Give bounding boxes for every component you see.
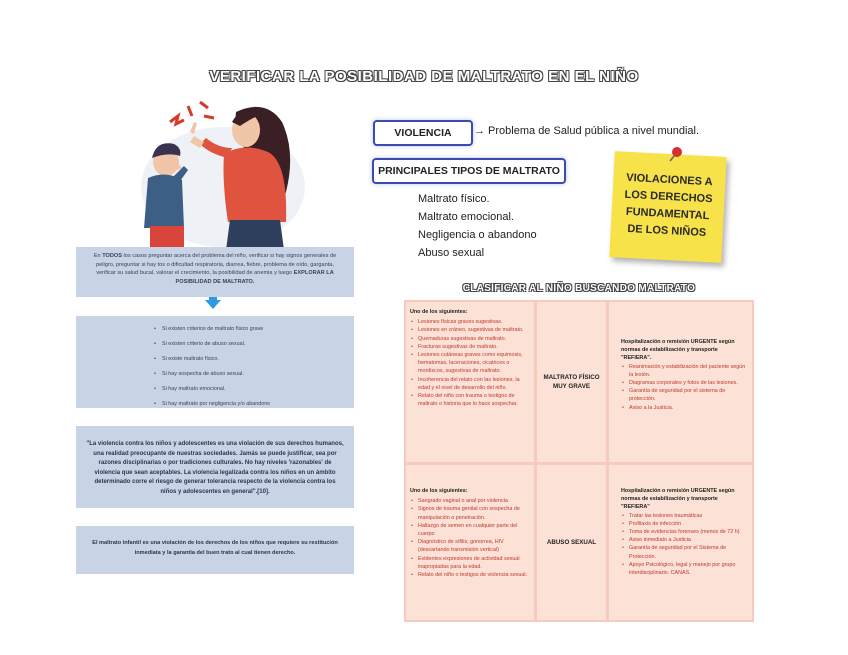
- violencia-definition: → Problema de Salud pública a nivel mundial.: [474, 125, 700, 137]
- treatment-item: • Apoyo Psicológico, legal y manejo por grupo interdisciplinario. CANAS.: [629, 561, 746, 577]
- treatment-item: • Tratar las lesiones traumáticas: [629, 512, 746, 520]
- violencia-label: VIOLENCIA: [373, 120, 473, 146]
- down-arrow-icon: [205, 300, 221, 309]
- sticky-note: [609, 151, 726, 263]
- classification-label: MALTRATO FÍSICO MUY GRAVE: [543, 374, 600, 390]
- tipos-maltrato-label: PRINCIPALES TIPOS DE MALTRATO: [372, 158, 566, 184]
- clasificar-title: CLASIFICAR AL NIÑO BUSCANDO MALTRATO: [462, 283, 696, 294]
- table-row-1-classification: [537, 302, 606, 462]
- treatment-item: • Toma de evidencias forenses (menos de 72 h): [629, 528, 746, 536]
- tipos-maltrato-list: [418, 190, 537, 262]
- sign-item: • Fracturas sugestivas de maltrato.: [418, 343, 530, 351]
- sign-item: • Lesiones en cráneo, sugestivas de maltrato.: [418, 326, 530, 334]
- sign-item: • Evidentes expresiones de actividad sexual inapropiadas para la edad.: [418, 555, 530, 571]
- page-title: VERIFICAR LA POSIBILIDAD DE MALTRATO EN EL NIÑO: [209, 68, 639, 85]
- treatment-item: • Garantía de seguridad por el Sistema de Protección.: [629, 544, 746, 560]
- sign-item: • Diagnóstico de sífilis, gonorrea, HIV (descartando transmisión vertical): [418, 538, 530, 554]
- sticky-note-line: LOS DERECHOS: [624, 188, 713, 206]
- signs-header: Uno de los siguientes:: [410, 488, 468, 494]
- criteria-panel: [76, 316, 354, 408]
- mother-scolding-child-illustration: [118, 92, 308, 250]
- maltrato-statement: El maltrato infantil es una violación de los derechos de los niños que requiere su restitución inmediata y la garantía del buen trato al cual tienen derecho.: [92, 540, 338, 556]
- table-row-2-signs: [406, 465, 534, 620]
- criteria-item: • Si existen criterio de abuso sexual.: [162, 337, 354, 352]
- table-row-2-treatment: [609, 465, 752, 620]
- table-row-2-classification: [537, 465, 606, 620]
- sign-item: • Signos de trauma genital con sospecha de manipulación o penetración.: [418, 505, 530, 521]
- criteria-item: • Si existe maltrato físico.: [162, 352, 354, 367]
- criteria-item: • Si hay maltrato por negligencia y/o abandono: [162, 397, 354, 412]
- sticky-note-text: [618, 170, 717, 243]
- treatment-item: • Garantía de seguridad por el sistema de protección.: [629, 387, 746, 403]
- treatment-item: • Aviso inmediato a Justicia: [629, 536, 746, 544]
- treatment-header: Hospitalización o remisión URGENTE según normas de estabilización y transporte "REFIERA": [621, 488, 735, 511]
- classification-table: [404, 300, 754, 622]
- criteria-item: • Si hay sospecha de abuso sexual.: [162, 367, 354, 382]
- instruction-panel: [76, 247, 354, 297]
- quote-panel: [76, 426, 354, 508]
- sign-item: • Relato del niño con trauma o testigos de maltrato o historia que lo hace sospechar.: [418, 392, 530, 408]
- sign-item: • Lesiones físicas graves sugestivas.: [418, 318, 530, 326]
- tipo-item: Maltrato emocional.: [418, 211, 514, 223]
- signs-header: Uno de los siguientes:: [410, 309, 468, 315]
- treatment-item: • Profilaxis de infección: [629, 520, 746, 528]
- table-row-1-signs: [406, 302, 534, 462]
- sticky-note-line: VIOLACIONES A: [625, 171, 713, 189]
- statement-panel: [76, 526, 354, 574]
- sign-item: • Incoherencia del relato con las lesiones, la edad y el nivel de desarrollo del niño.: [418, 376, 530, 392]
- tipo-item: Maltrato físico.: [418, 193, 490, 205]
- tipo-item: Negligencia o abandono: [418, 229, 537, 241]
- treatment-item: • Diagramas corporales y fotos de las lesiones.: [629, 379, 746, 387]
- sign-item: • Sangrado vaginal o anal por violencia: [418, 497, 530, 505]
- classification-label: ABUSO SEXUAL: [546, 539, 597, 546]
- criteria-list: [76, 316, 354, 411]
- sticky-note-line: DE LOS NIÑOS: [627, 222, 707, 240]
- sticky-note-line: FUNDAMENTAL: [625, 205, 710, 223]
- tipo-item: Abuso sexual: [418, 247, 485, 259]
- criteria-item: • Si hay maltrato emocional.: [162, 382, 354, 397]
- treatment-header: Hospitalización o remisión URGENTE según normas de estabilización y transporte "REFIERA".: [621, 339, 735, 362]
- treatment-item: • Reanimación y estabilización del paciente según la lesión.: [629, 363, 746, 379]
- sign-item: • Relato del niño o testigos de violencia sexual.: [418, 571, 530, 579]
- criteria-item: • Si existen criterios de maltrato físico grave: [162, 322, 354, 337]
- treatment-item: • Aviso a la Justicia.: [629, 404, 746, 412]
- table-row-1-treatment: [609, 302, 752, 462]
- sign-item: • Lesiones cutáneas graves como equimosis, hematomas, laceraciones, cicatrices o mordiscos, sugestivas de maltrato.: [418, 351, 530, 376]
- instruction-text: En TODOS los casos preguntar acerca del problema del niño, verificar si hay signos generales de peligro, preguntar si hay tos o dificultad respiratoria, diarrea, fiebre, problema de oído, garganta, verificar su salud bucal, valorar el crecimiento, la posibilidad de anemia y luego EXPLORAR LA POSIBILIDAD DE MALTRATO.: [93, 253, 337, 285]
- push-pin-icon: [668, 146, 684, 162]
- sign-item: • Quemaduras sugestivas de maltrato.: [418, 335, 530, 343]
- sign-item: • Hallazgo de semen en cualquier parte del cuerpo: [418, 522, 530, 538]
- violence-quote: "La violencia contra los niños y adolescentes es una violación de sus derechos humanos, una realidad preocupante de nuestras sociedades. Jamás se puede justificar, sea por razones disciplinarias o por tradiciones culturales. No hay niveles 'razonables' de violencia que sean aceptables. La violencia legalizada contra los niños en un ámbito determinado corre el riesgo de generar tolerancia respecto de la violencia contra los niños y adolescentes en general".[10].: [86, 441, 344, 495]
